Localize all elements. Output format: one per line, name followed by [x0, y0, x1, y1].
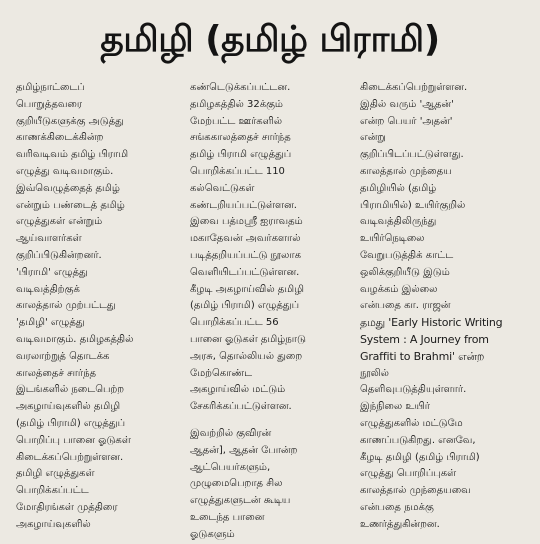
text-line: கண்டெடுக்கப்பட்டன. — [190, 82, 291, 93]
text-line: என்ற பெயர் 'அதன்' — [360, 115, 453, 127]
text-line: வேறுபடுத்திக் காட்ட — [360, 249, 454, 261]
text-line: நூலில் — [360, 367, 389, 379]
text-line: குறிப்பிடுகின்றனர். — [16, 249, 102, 261]
text-line: பொறிப்பு பானை ஓடுகள் — [16, 434, 131, 446]
text-line: பிராமியில்) உயிர்குறில் — [360, 199, 466, 211]
text-line: என்றும் பண்டைத் தமிழ் — [16, 199, 125, 211]
text-line: கண்டறியப்பட்டுள்ளன. — [190, 199, 297, 211]
text-line: கல்வெட்டுகள் — [190, 182, 255, 194]
article-headline: தமிழி (தமிழ் பிராமி) — [100, 19, 440, 60]
text-line: படித்தறியப்பட்டு நூலாக — [190, 249, 301, 261]
text-line: வெளியிடப்பட்டுள்ளன. — [190, 266, 300, 278]
text-line: குறியீடுகளுக்கு அடுத்து — [16, 115, 124, 127]
text-line: தமிழியில் (தமிழ் — [360, 182, 437, 194]
text-line: எழுத்துகளுடன் கூடிய — [190, 495, 291, 507]
text-line: குறிப்பிடப்பட்டுள்ளது. — [360, 149, 464, 161]
text-line: வழக்கம் இல்லை — [360, 283, 438, 295]
text-line: ஓடுகளும் — [190, 528, 235, 540]
text-line: முழுமைபெறாத சில — [190, 478, 283, 490]
text-line: என்பதை நமக்கு — [360, 501, 434, 513]
text-line: 'பிராமி' எழுத்து — [16, 266, 88, 278]
text-line: எழுத்துகளில் மட்டுமே — [360, 417, 463, 429]
text-column-2 — [190, 80, 358, 544]
text-line: மேற்பட்ட ஊர்களில் — [190, 115, 283, 127]
text-line: பொறிக்கப்பட்ட 56 — [190, 317, 279, 329]
text-line: பானை ஓடுகள் தமிழ்நாடு — [190, 333, 306, 345]
text-line: 'தமிழி' எழுத்து — [16, 317, 85, 329]
text-line: ஒலிக்குறியீடு இடும் — [360, 266, 450, 278]
text-line: (தமிழ் பிராமி) எழுத்துப் — [190, 300, 300, 312]
text-line: வடிவத்திற்குக் — [16, 283, 80, 295]
text-line: வடிவத்திலிருந்து — [360, 216, 437, 228]
text-line: காலத்தால் முற்பட்டது — [16, 300, 116, 312]
text-line: அரசு, தொல்லியல் துறை — [190, 350, 303, 362]
text-line: காலத்தைச் சார்ந்த — [16, 367, 97, 379]
text-line: Graffiti to Brahmi' என்ற — [360, 349, 485, 363]
text-line: (தமிழ் பிராமி) எழுத்துப் — [16, 417, 126, 429]
text-line: கீழடி அகழாய்வில் தமிழி — [190, 283, 304, 295]
text-line: வரலாற்றுத் தொடக்க — [16, 350, 110, 362]
text-line: உணர்த்துகின்றன. — [360, 518, 440, 530]
text-line: காலத்தால் முந்தைய — [360, 165, 452, 177]
text-line: எழுத்து பொறிப்புகள் — [360, 468, 457, 480]
text-line: தமது 'Early Historic Writing — [360, 316, 503, 330]
text-line: வரிவடிவம் தமிழ் பிராமி — [16, 149, 129, 161]
text-line: தமிழகத்தில் 32க்கும் — [190, 98, 283, 110]
text-line: இவ்வெழுத்தைத் தமிழ் — [16, 182, 120, 194]
text-line: இந்நிலை உயிர் — [360, 401, 430, 413]
text-line: சேகரிக்கப்பட்டுள்ளன. — [190, 401, 292, 413]
text-line: இவற்றில் குவிரன் — [190, 427, 272, 439]
text-line: தமிழ்நாட்டைப் — [16, 82, 85, 93]
text-line: இதில் வரும் 'ஆதன்' — [360, 98, 454, 110]
text-column-3 — [360, 80, 535, 534]
text-line: ஆதன்], ஆதன் போன்ற — [190, 444, 298, 456]
text-line: ஆய்வாளர்கள் — [16, 233, 82, 245]
text-line: பொறிக்கப்பட்ட — [16, 485, 89, 497]
text-line: சங்ககாலத்தைச் சார்ந்த — [190, 132, 291, 144]
text-column-1 — [16, 80, 184, 534]
text-line: கிடைக்கப்பெற்றுள்ளன. — [16, 451, 124, 463]
text-line: என்பதை கா. ராஜன் — [360, 300, 451, 312]
text-line: மோதிரங்கள் முத்திரை — [16, 501, 118, 513]
text-line: காணப்படுகிறது. எனவே, — [360, 434, 476, 446]
text-line: காணக்கிடைக்கின்ற — [16, 132, 104, 144]
text-line: என்று — [360, 132, 386, 144]
text-line: தெளிவுபடுத்தியுள்ளார். — [360, 384, 467, 396]
text-line: கிடைக்கப்பெற்றுள்ளன. — [360, 82, 468, 93]
text-line: இடங்களில் நடைபெற்ற — [16, 384, 125, 396]
text-line: உயிர்நெடிலை — [360, 233, 425, 245]
text-line: அகழாய்வுகளில் — [16, 518, 91, 530]
text-line: காலத்தால் முந்தையவை — [360, 485, 471, 497]
text-line: ஆட்பெயர்களும், — [190, 461, 271, 473]
paragraph-gap — [190, 416, 358, 426]
text-line: மகாதேவன் அவர்களால் — [190, 233, 301, 245]
text-line: இவை பத்மஸ்ரீ ஐராவதம் — [190, 216, 303, 228]
text-line: வடிவமாகும். தமிழகத்தில் — [16, 333, 134, 345]
text-line: எழுத்துகள் என்றும் — [16, 216, 103, 228]
text-line: எழுத்து வடிவமாகும். — [16, 165, 114, 177]
text-line: கீழடி தமிழி (தமிழ் பிராமி) — [360, 451, 480, 463]
text-line: System : A Journey from — [360, 332, 489, 346]
text-line: தமிழி எழுத்துகள் — [16, 468, 95, 480]
text-line: உடைந்த பானை — [190, 511, 265, 523]
text-line: தமிழ் பிராமி எழுத்துப் — [190, 149, 292, 161]
text-line: அகழாய்வுகளில் தமிழி — [16, 401, 121, 413]
text-line: பொறுத்தவரை — [16, 98, 83, 110]
text-line: மேற்கொண்ட — [190, 367, 253, 379]
text-line: பொறிக்கப்பட்ட 110 — [190, 165, 285, 177]
text-line: அகழாய்வில் மட்டும் — [190, 384, 286, 396]
